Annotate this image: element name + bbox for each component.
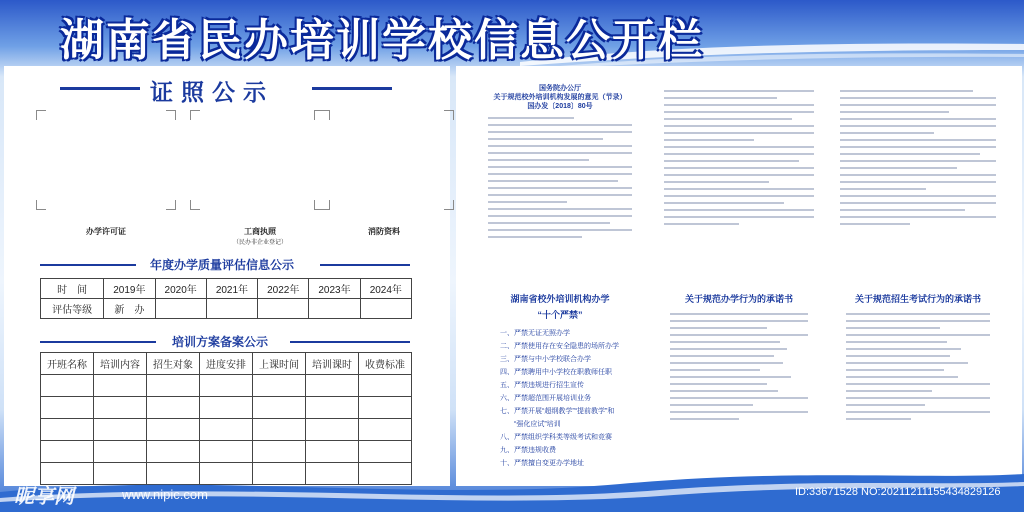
doc-notice-title-2: 关于规范校外培训机构发展的意见（节录） (493, 94, 627, 101)
courses-header-row (41, 353, 412, 375)
licenses-heading: 证照公示 (150, 80, 274, 106)
doc-ten-title: 湖南省校外培训机构办学 (510, 294, 610, 304)
list-item: 四、严禁聘用中小学校在职教师任职 (500, 369, 612, 376)
list-item: 一、严禁无证无照办学 (500, 330, 570, 337)
list-item: 十、严禁擅自变更办学地址 (500, 460, 584, 467)
courses-empty-row (41, 397, 412, 419)
list-item: 八、严禁组织学科类等级考试和竞赛 (500, 434, 612, 441)
list-item: 三、严禁与中小学校联合办学 (500, 356, 591, 363)
assessment-cell: 时 间 (41, 279, 104, 299)
assessment-cell (309, 299, 360, 319)
doc-pledge-enrollment (840, 286, 996, 468)
list-item: 七、严禁开展“超纲教学”“提前教学”和 (500, 408, 615, 415)
license-frame-school-permit (36, 110, 176, 210)
assessment-row-years (41, 279, 412, 299)
list-item: 二、严禁使用存在安全隐患的场所办学 (500, 343, 619, 350)
assessment-bar-right (320, 264, 410, 266)
watermark-brand: 昵享网 (14, 486, 74, 508)
doc-ten-list (488, 327, 632, 468)
license-label-fire: 消防资料 (368, 227, 400, 236)
courses-column-header: 招生对象 (147, 353, 200, 375)
assessment-cell: 2023年 (309, 279, 360, 299)
assessment-cell: 评估等级 (41, 299, 104, 319)
courses-column-header: 开班名称 (41, 353, 94, 375)
courses-empty-row (41, 441, 412, 463)
list-item: “强化应试”培训 (500, 421, 561, 428)
assessment-cell (360, 299, 411, 319)
watermark-id: ID:33671528 NO:20211211155434829126 (795, 486, 1001, 498)
assessment-table (40, 278, 412, 319)
doc-notice-continued-2 (840, 82, 996, 268)
doc-ten-prohibitions (488, 286, 632, 468)
license-label-business: 工商执照 (244, 227, 276, 236)
courses-column-header: 收费标准 (359, 353, 412, 375)
courses-empty-row (41, 375, 412, 397)
watermark-url: www.nipic.com (122, 487, 208, 502)
assessment-row-grades (41, 299, 412, 319)
doc-notice-continued-2-body (840, 82, 996, 230)
list-item: 九、严禁违规收费 (500, 447, 556, 454)
doc-notice-title-1: 国务院办公厅 (539, 85, 581, 92)
assessment-bar-left (40, 264, 136, 266)
doc-notice-title-3: 国办发〔2018〕80号 (527, 103, 593, 110)
license-label-school-permit: 办学许可证 (86, 227, 126, 236)
license-sublabel-business: （民办非企业登记） (232, 240, 287, 246)
courses-column-header: 培训内容 (94, 353, 147, 375)
doc-notice-continued-body (664, 82, 814, 230)
page-title: 湖南省民办培训学校信息公开栏 (60, 15, 704, 66)
list-item: 六、严禁超范围开展培训业务 (500, 395, 591, 402)
doc-notice-body (488, 117, 632, 243)
assessment-cell (258, 299, 309, 319)
doc-pledge-enrollment-body (840, 313, 996, 425)
assessment-cell: 2020年 (155, 279, 206, 299)
license-frame-fire (314, 110, 454, 210)
courses-column-header: 培训课时 (306, 353, 359, 375)
assessment-cell (206, 299, 257, 319)
courses-heading: 培训方案备案公示 (172, 335, 269, 349)
courses-column-header: 进度安排 (200, 353, 253, 375)
assessment-cell: 新 办 (104, 299, 155, 319)
doc-pledge-conduct-title: 关于规范办学行为的承诺书 (684, 294, 793, 304)
doc-pledge-enrollment-title: 关于规范招生考试行为的承诺书 (854, 294, 981, 304)
assessment-heading: 年度办学质量评估信息公示 (150, 258, 295, 272)
assessment-cell: 2021年 (206, 279, 257, 299)
doc-pledge-conduct-body (664, 313, 814, 425)
doc-ten-subtitle: “十个严禁” (537, 310, 583, 320)
courses-empty-row (41, 419, 412, 441)
courses-bar-left (40, 341, 156, 343)
assessment-cell (155, 299, 206, 319)
doc-notice-continued (664, 82, 814, 268)
list-item: 五、严禁违规进行招生宣传 (500, 382, 584, 389)
license-frame-business (190, 110, 330, 210)
courses-bar-right (290, 341, 410, 343)
header-banner (0, 0, 1024, 66)
assessment-cell: 2022年 (258, 279, 309, 299)
assessment-cell: 2024年 (360, 279, 411, 299)
doc-state-council-notice (488, 82, 632, 268)
doc-pledge-conduct (664, 286, 814, 468)
assessment-cell: 2019年 (104, 279, 155, 299)
courses-column-header: 上课时间 (253, 353, 306, 375)
heading-bar-right (312, 87, 392, 90)
heading-bar-left (60, 87, 140, 90)
